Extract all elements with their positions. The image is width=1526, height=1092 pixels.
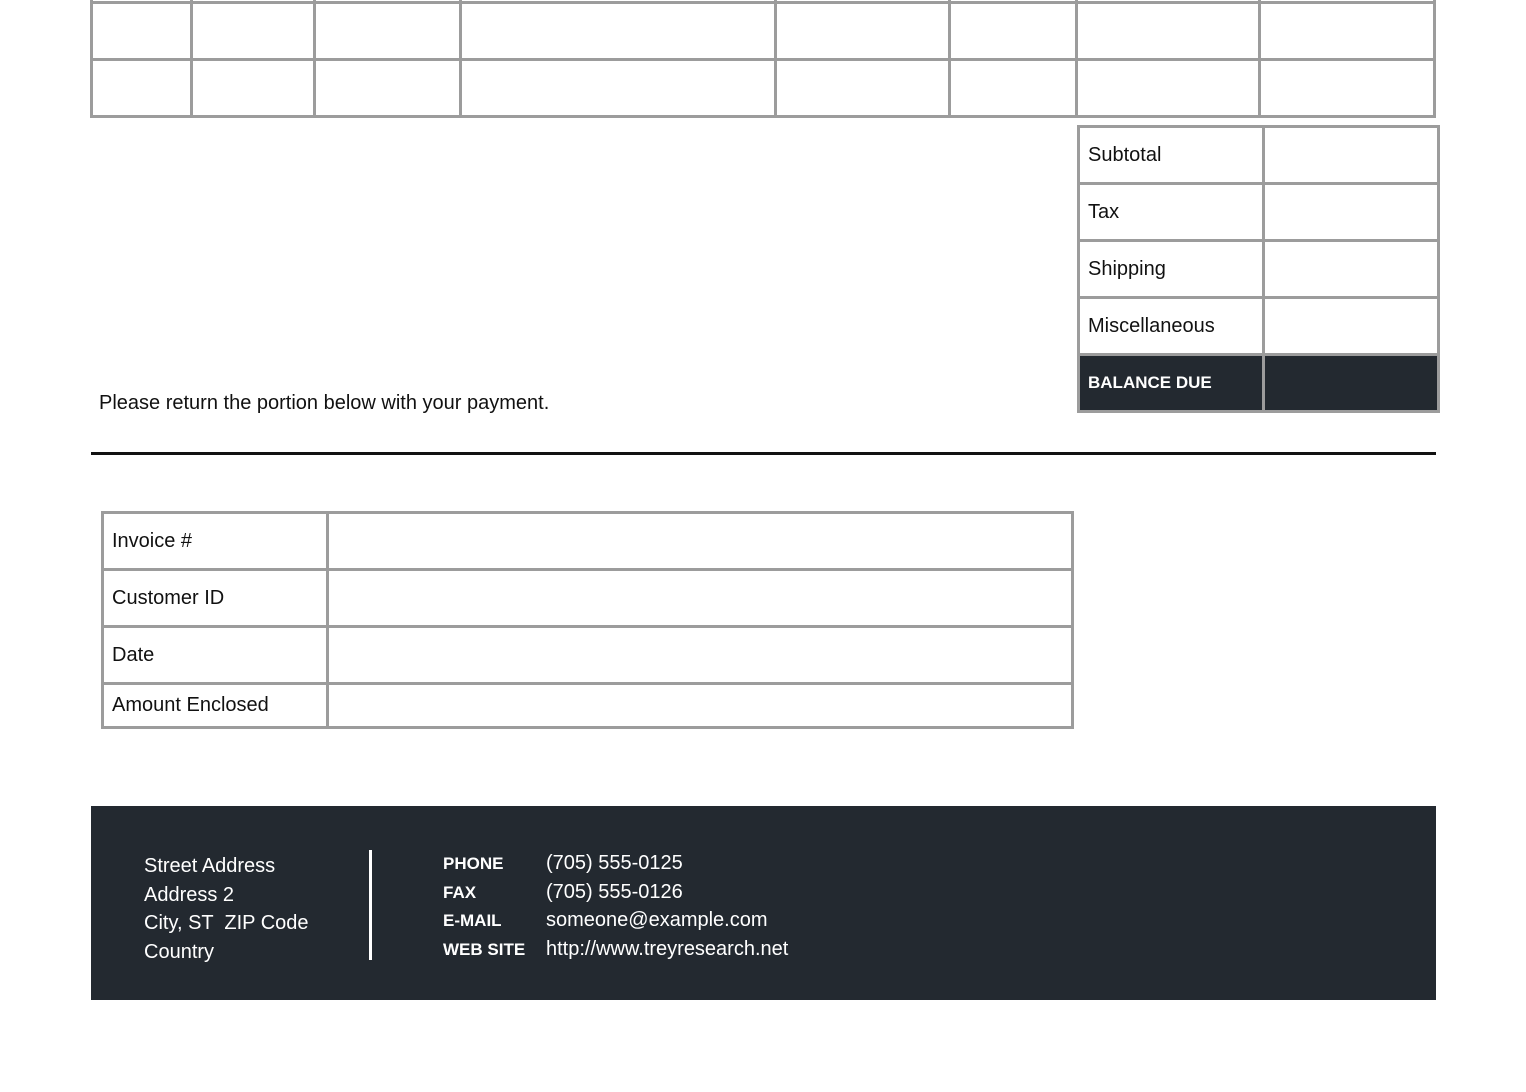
table-cell[interactable] bbox=[192, 60, 315, 117]
table-cell[interactable] bbox=[1260, 60, 1435, 117]
table-cell[interactable] bbox=[950, 60, 1077, 117]
table-cell[interactable] bbox=[1260, 3, 1435, 60]
table-cell[interactable] bbox=[192, 3, 315, 60]
table-cell[interactable] bbox=[1077, 3, 1260, 60]
totals-table bbox=[1077, 125, 1440, 413]
address-line-1: Street Address bbox=[144, 855, 276, 877]
return-note: Please return the portion below with your payment. bbox=[99, 392, 550, 414]
address-line-2: Address 2 bbox=[144, 883, 235, 906]
remittance-table bbox=[101, 511, 1074, 729]
phone-label: PHONE bbox=[443, 854, 504, 873]
amount-enclosed-row bbox=[103, 684, 1073, 728]
address-line-4: Country bbox=[144, 940, 215, 963]
date-value[interactable] bbox=[328, 627, 1073, 684]
shipping-row bbox=[1079, 241, 1439, 298]
miscellaneous-row bbox=[1079, 298, 1439, 355]
shipping-label: Shipping bbox=[1079, 241, 1264, 298]
table-cell[interactable] bbox=[461, 3, 776, 60]
subtotal-label: Subtotal bbox=[1079, 127, 1264, 184]
tax-row bbox=[1079, 184, 1439, 241]
website-link[interactable]: http://www.treyresearch.net bbox=[546, 937, 789, 960]
cut-line-divider bbox=[91, 452, 1436, 455]
table-cell[interactable] bbox=[92, 60, 192, 117]
company-address bbox=[144, 852, 309, 966]
balance-due-label: BALANCE DUE bbox=[1079, 355, 1264, 412]
footer-divider bbox=[369, 850, 372, 960]
email-label: E-MAIL bbox=[443, 911, 502, 930]
balance-due-value[interactable] bbox=[1264, 355, 1439, 412]
balance-due-row bbox=[1079, 355, 1439, 412]
customer-id-value[interactable] bbox=[328, 570, 1073, 627]
website-label: WEB SITE bbox=[443, 939, 526, 959]
table-cell[interactable] bbox=[776, 3, 950, 60]
amount-enclosed-value[interactable] bbox=[328, 684, 1073, 728]
date-label: Date bbox=[103, 627, 328, 684]
table-cell[interactable] bbox=[92, 3, 192, 60]
date-row bbox=[103, 627, 1073, 684]
invoice-number-label: Invoice # bbox=[103, 513, 328, 570]
subtotal-value[interactable] bbox=[1264, 127, 1439, 184]
customer-id-row bbox=[103, 570, 1073, 627]
miscellaneous-value[interactable] bbox=[1264, 298, 1439, 355]
fax-row bbox=[443, 881, 788, 910]
address-line-3: City, ST ZIP Code bbox=[144, 912, 309, 934]
phone-value: (705) 555-0125 bbox=[546, 852, 683, 874]
website-row bbox=[443, 938, 788, 967]
miscellaneous-label: Miscellaneous bbox=[1079, 298, 1264, 355]
invoice-number-value[interactable] bbox=[328, 513, 1073, 570]
amount-enclosed-label: Amount Enclosed bbox=[103, 684, 328, 728]
table-cell[interactable] bbox=[776, 60, 950, 117]
subtotal-row bbox=[1079, 127, 1439, 184]
table-cell[interactable] bbox=[950, 3, 1077, 60]
fax-value: (705) 555-0126 bbox=[546, 880, 683, 903]
customer-id-label: Customer ID bbox=[103, 570, 328, 627]
table-row bbox=[92, 3, 1435, 60]
shipping-value[interactable] bbox=[1264, 241, 1439, 298]
tax-value[interactable] bbox=[1264, 184, 1439, 241]
contact-info bbox=[443, 852, 788, 966]
email-link[interactable]: someone@example.com bbox=[546, 909, 768, 931]
invoice-number-row bbox=[103, 513, 1073, 570]
table-row bbox=[92, 60, 1435, 117]
table-cell[interactable] bbox=[461, 60, 776, 117]
email-row bbox=[443, 909, 788, 938]
table-cell[interactable] bbox=[315, 3, 461, 60]
fax-label: FAX bbox=[443, 882, 477, 902]
tax-label: Tax bbox=[1079, 184, 1264, 241]
table-cell[interactable] bbox=[315, 60, 461, 117]
phone-row bbox=[443, 852, 788, 881]
line-items-table bbox=[90, 0, 1436, 118]
table-cell[interactable] bbox=[1077, 60, 1260, 117]
footer-band bbox=[91, 806, 1436, 1000]
